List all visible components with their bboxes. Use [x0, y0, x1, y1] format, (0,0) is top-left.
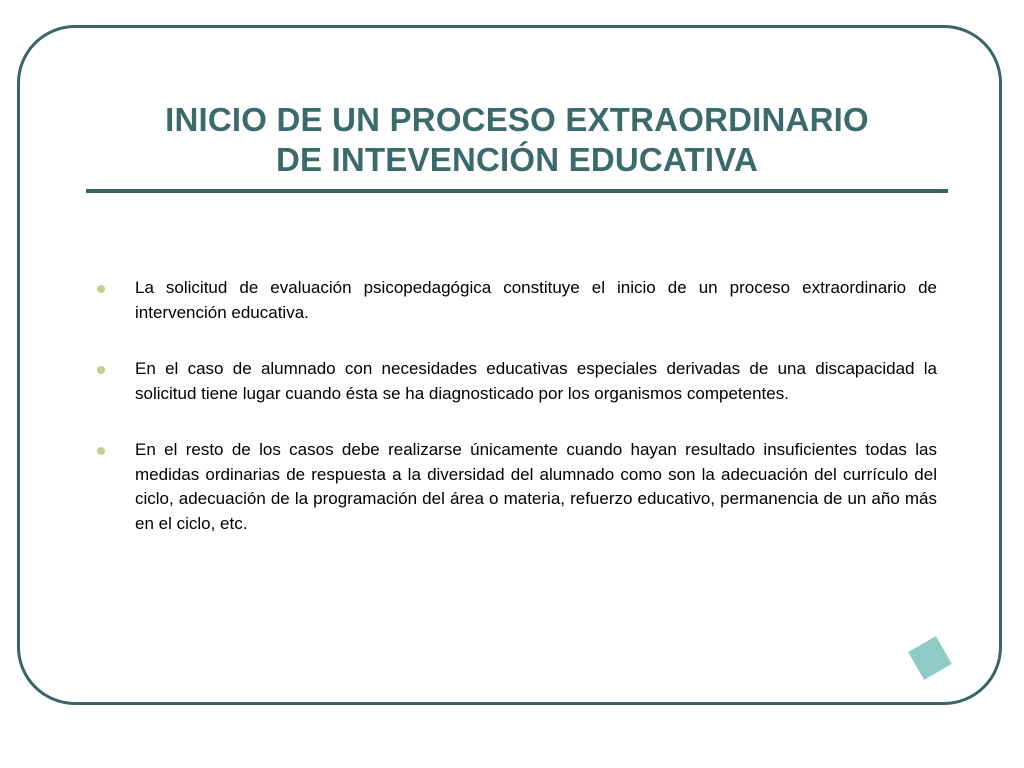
bullet-text: En el caso de alumnado con necesidades educativas especiales derivadas de una discapacidad la solicitud tiene lugar cuando ésta se ha diagnosticado por los organismos competentes.	[135, 359, 937, 403]
bullet-list	[95, 276, 937, 568]
bullet-text: La solicitud de evaluación psicopedagógica constituye el inicio de un proceso extraordinario de intervención educativa.	[135, 278, 937, 322]
bullet-dot-icon	[97, 447, 105, 455]
bullet-item	[95, 276, 937, 325]
title-line-2: DE INTEVENCIÓN EDUCATIVA	[275, 141, 759, 178]
bullet-dot-icon	[97, 366, 105, 374]
bullet-item	[95, 357, 937, 406]
bullet-dot-icon	[97, 285, 105, 293]
bullet-text: En el resto de los casos debe realizarse únicamente cuando hayan resultado insuficientes todas las medidas ordinarias de respuesta a la diversidad del alumnado como son la adecuación del currículo del ciclo, adecuación de la programación del área o materia, refuerzo educativo, permanencia de un año más en el ciclo, etc.	[135, 440, 937, 533]
bullet-item	[95, 438, 937, 536]
slide-title	[86, 100, 948, 180]
title-underline	[86, 189, 948, 193]
title-line-1: INICIO DE UN PROCESO EXTRAORDINARIO	[165, 101, 869, 138]
